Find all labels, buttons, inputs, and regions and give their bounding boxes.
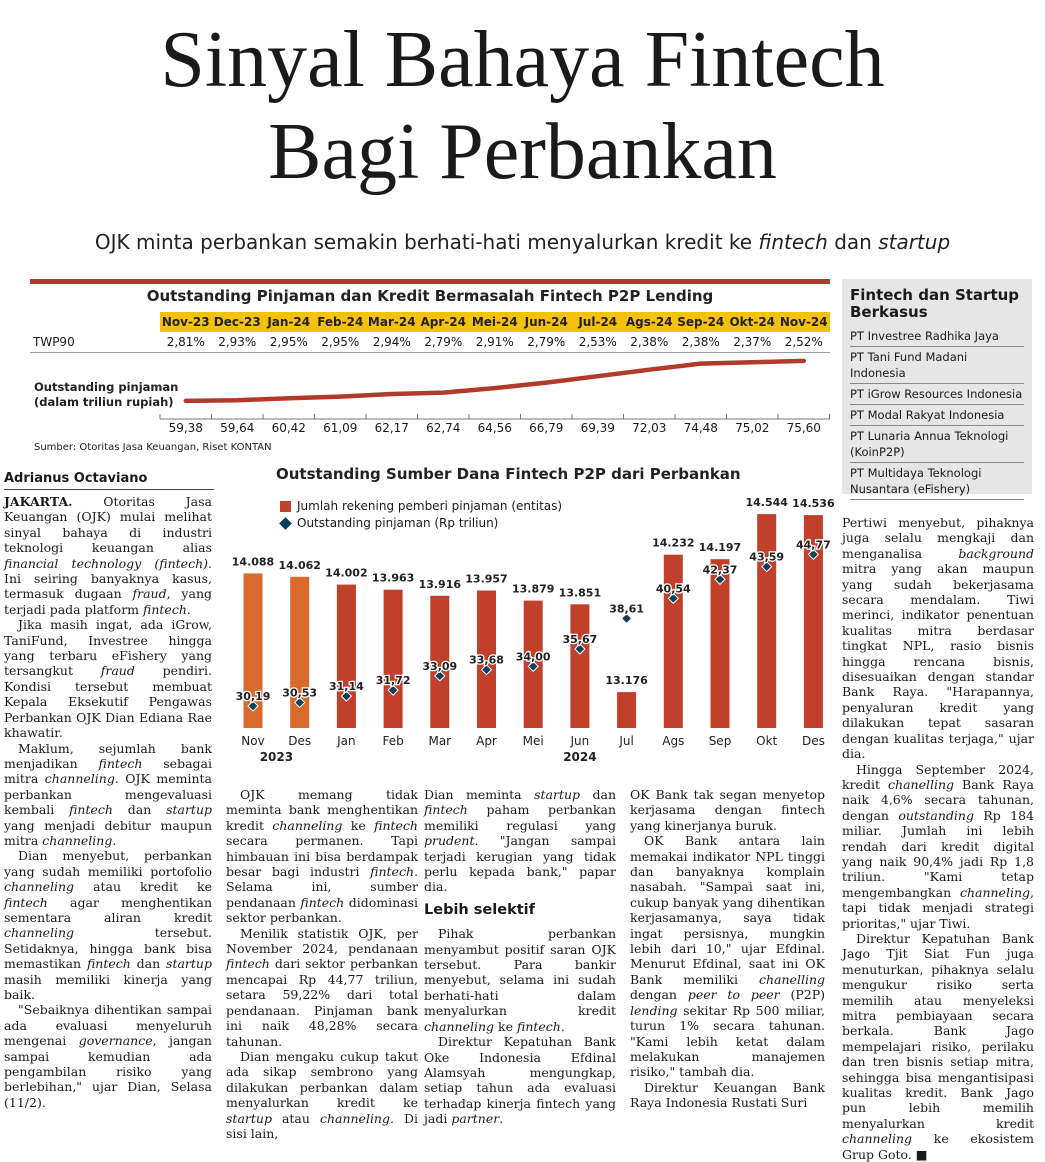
sidebar-item: PT Tani Fund Madani Indonesia — [850, 347, 1024, 384]
table-month-header: Sep-24 — [675, 312, 727, 332]
table-month-header: Jan-24 — [263, 312, 315, 332]
table-cell: 2,79% — [418, 332, 470, 352]
bar-value-label: 13.176 — [605, 674, 648, 688]
x-tick-label: Des — [801, 734, 825, 748]
bar-value-label: 14.062 — [278, 558, 321, 572]
table-month-header: Feb-24 — [315, 312, 367, 332]
loan-value-label: 59,38 — [168, 421, 203, 435]
bar — [384, 590, 403, 728]
table-month-header: Okt-24 — [727, 312, 779, 332]
table-cell: 2,91% — [469, 332, 521, 352]
year-label: 2024 — [563, 750, 597, 764]
table-month-header: Ags-24 — [624, 312, 676, 332]
sidebar-box — [842, 279, 1032, 494]
table-cell: 2,93% — [212, 332, 264, 352]
table-month-header: Jun-24 — [521, 312, 573, 332]
loan-value-label: 62,74 — [426, 421, 461, 435]
x-tick-label: Okt — [756, 734, 778, 748]
bar-value-label: 14.088 — [231, 555, 275, 569]
table-month-header: Mei-24 — [469, 312, 521, 332]
bar — [757, 514, 776, 728]
loan-value-label: 59,64 — [220, 421, 255, 435]
x-tick-label: Apr — [476, 734, 497, 748]
headline-line-2: Bagi Perbankan — [268, 108, 777, 196]
table-cell: 2,37% — [727, 332, 779, 352]
loan-chart-title: Outstanding Pinjaman dan Kredit Bermasalah Fintech P2P Lending — [146, 287, 714, 305]
table-month-header: Dec-23 — [212, 312, 264, 332]
bar-value-label: 13.879 — [511, 582, 555, 596]
marker-value-label: 33,09 — [422, 659, 458, 673]
marker-value-label: 30,53 — [282, 686, 318, 700]
article-column-5: Pertiwi menyebut, pihaknya juga selalu mengkaji dan menganalisa background mitra yang akan maupun yang sudah bekerjasama secara mendalam. Tiwi merinci, indikator penentuan kualitas mitra berdasar tingkat NPL, rasio bisnis hingga rencana bisnis, disesuaikan dengan standar Bank Raya. "Harapannya, penyaluran kredit yang dilakukan tepat sasaran dengan kualitas terjaga," ujar dia. Hingga September 2024, kredit chanelling Bank Raya naik 4,6% secara tahunan, dengan outstanding Rp 184 miliar. Jumlah ini lebih rendah dari kredit digital yang naik 90,4% jadi Rp 1,8 triliun. "Kami tetap mengembangkan channeling, tapi tidak menjadi strategi prioritas," ujar Tiwi. Direktur Kepatuhan Bank Jago Tjit Siat Fun juga menuturkan, pihaknya selalu mengukur risiko serta memilih atau menyeleksi mitra pembiayaan secara berkala. Bank Jago mempelajari risiko, perilaku dan tren bisnis setiap mitra, sehingga bisa mengantisipasi kualitas kredit. Bank Jago pun lebih memilih menyalurkan kredit channeling ke ekosistem Grup Goto. ■ — [842, 515, 1035, 1162]
twp90-row-label: TWP90 — [30, 332, 160, 352]
loan-line-chart — [0, 340, 830, 425]
marker-value-label: 31,72 — [375, 674, 411, 688]
table-cell: 2,95% — [315, 332, 367, 352]
x-tick-label: Mar — [428, 734, 452, 748]
byline: Adrianus Octaviano — [4, 471, 214, 490]
sidebar-item: PT Investree Radhika Jaya — [850, 326, 1024, 347]
bar-value-label: 14.536 — [792, 497, 835, 511]
bar — [664, 555, 683, 728]
table-cell: 2,95% — [263, 332, 315, 352]
bar-value-label: 13.851 — [558, 586, 602, 600]
loan-value-labels — [160, 421, 830, 435]
x-tick-label: Jun — [570, 734, 590, 748]
loan-value-label: 66,79 — [529, 421, 564, 435]
loan-value-label: 61,09 — [323, 421, 358, 435]
bar — [337, 585, 356, 728]
sidebar-item: PT iGrow Resources Indonesia — [850, 384, 1024, 405]
marker-value-label: 40,54 — [655, 582, 691, 596]
bar-value-label: 14.002 — [325, 566, 368, 580]
table-cell: 2,52% — [778, 332, 830, 352]
table-cell: 2,79% — [521, 332, 573, 352]
loan-value-label: 75,02 — [735, 421, 770, 435]
table-cell: 2,38% — [624, 332, 676, 352]
marker-value-label: 44,77 — [796, 538, 831, 552]
article-column-4: OK Bank tak segan menyetop kerjasama dengan fintech yang kinerjanya buruk. OK Bank antara lain memakai indikator NPL tinggi dan banyaknya komplain nasabah. "Sampai saat ini, cukup banyak yang dihentikan kerjasamanya, saya tidak ingat persisnya, mungkin lebih dari 10," ujar Efdinal. Menurut Efdinal, saat ini OK Bank memiliki chanelling dengan peer to peer (P2P) lending sekitar Rp 500 miliar, turun 1% secara tahunan. "Kami lebih ketat dalam melakukan manajemen risiko," tambah dia. Direktur Keuangan Bank Raya Indonesia Rustati Suri — [630, 787, 825, 1111]
article-column-1: JAKARTA. Otoritas Jasa Keuangan (OJK) mulai melihat sinyal bahaya di industri teknologi keuangan alias financial technology (fintech). Ini seiring banyaknya kasus, termasuk dugaan fraud, yang terjadi pada platform fintech. Jika masih ingat, ada iGrow, TaniFund, Investree hingga yang terbaru eFishery yang tersangkut fraud pendiri. Kondisi tersebut membuat Kepala Eksekutif Pengawas Perbankan OJK Dian Ediana Rae khawatir. Maklum, sejumlah bank menjadikan fintech sebagai mitra channeling. OJK meminta perbankan mengevaluasi kembali fintech dan startup yang menjadi debitur maupun mitra channeling. Dian menyebut, perbankan yang sudah memiliki portofolio channeling atau kredit ke fintech agar menghentikan sementara aliran kredit channeling tersebut. Setidaknya, hingga bank bisa memastikan fintech dan startup masih memiliki kinerja yang baik. "Sebaiknya dihentikan sampai ada evaluasi menyeluruh mengenai governance, jangan sampai kemudian ada pengambilan risiko yang berlebihan," ujar Dian, Selasa (11/2). — [4, 494, 213, 1110]
table-month-header: Apr-24 — [418, 312, 470, 332]
legend-bar-label: Jumlah rekening pemberi pinjaman (entitas) — [297, 499, 563, 513]
marker-value-label: 34,00 — [515, 650, 551, 664]
marker-value-label: 33,68 — [469, 653, 504, 667]
loan-series-line — [186, 361, 804, 401]
bar-value-label: 14.232 — [652, 536, 695, 550]
marker-value-label: 30,19 — [235, 690, 271, 703]
table-cell: 2,38% — [675, 332, 727, 352]
subheading: Lebih selektif — [424, 901, 535, 918]
bar-value-label: 13.963 — [371, 571, 415, 585]
bar-chart — [220, 490, 840, 780]
x-tick-label: Des — [288, 734, 312, 748]
x-tick-label: Feb — [382, 734, 404, 748]
loan-value-label: 64,56 — [477, 421, 512, 435]
x-tick-label: Mei — [522, 734, 544, 748]
bar-chart-title: Outstanding Sumber Dana Fintech P2P dari Perbankan — [276, 465, 741, 483]
bar-value-label: 14.197 — [698, 541, 742, 555]
loan-value-label: 69,39 — [580, 421, 615, 435]
loan-value-label: 74,48 — [683, 421, 718, 435]
table-cell: 2,94% — [366, 332, 418, 352]
bar-value-label: 13.916 — [418, 577, 462, 591]
marker-value-label: 42,37 — [702, 563, 738, 577]
loan-chart-ylabel: Outstanding pinjaman (dalam triliun rupiah) — [34, 380, 179, 409]
sidebar-item: PT Modal Rakyat Indonesia — [850, 405, 1024, 426]
bar — [570, 604, 589, 728]
loan-value-label: 62,17 — [374, 421, 409, 435]
bar-value-label: 14.544 — [745, 496, 788, 510]
sidebar-item: PT Lunaria Annua Teknologi (KoinP2P) — [850, 426, 1024, 463]
marker-value-label: 43,59 — [749, 550, 785, 564]
headline-line-1: Sinyal Bahaya Fintech — [160, 16, 885, 104]
x-tick-label: Jan — [337, 734, 356, 748]
article-column-3: Dian meminta startup dan fintech paham perbankan memiliki regulasi yang prudent. "Jangan sampai terjadi kerugian yang tidak perlu kepada bank," papar dia. Lebih selektif Pihak perbankan menyambut positif saran OJK tersebut. Para bankir menyebut, selama ini sudah berhati-hati dalam menyalurkan kredit channeling ke fintech. Direktur Kepatuhan Bank Oke Indonesia Efdinal Alamsyah mengungkap, setiap tahun ada evaluasi terhadap kinerja fintech yang jadi partner. — [424, 787, 616, 1127]
x-tick-label: Jul — [619, 734, 634, 748]
year-label: 2023 — [259, 750, 294, 764]
loan-value-label: 60,42 — [271, 421, 306, 435]
sidebar-item: PT Multidaya Teknologi Nusantara (eFishery) — [850, 463, 1024, 500]
table-month-header: Nov-23 — [160, 312, 212, 332]
deck: OJK minta perbankan semakin berhati-hati menyalurkan kredit ke fintech dan startup — [94, 230, 951, 254]
marker-value-label: 35,67 — [562, 633, 598, 646]
loan-value-label: 75,60 — [786, 421, 821, 435]
table-cell: 2,81% — [160, 332, 212, 352]
chart-source: Sumber: Otoritas Jasa Keuangan, Riset KONTAN — [34, 442, 272, 453]
bar — [617, 692, 636, 728]
sidebar-title: Fintech dan Startup Berkasus — [850, 286, 1020, 321]
table-month-header: Jul-24 — [572, 312, 624, 332]
marker-value-label: 31,14 — [329, 680, 364, 694]
loan-value-label: 72,03 — [632, 421, 667, 435]
article-column-2: OJK memang tidak meminta bank menghentikan kredit channeling ke fintech secara permanen. Tapi himbauan ini bisa berdampak besar bagi industri fintech. Selama ini, sumber pendanaan fintech didominasi sektor perbankan. Menilik statistik OJK, per November 2024, pendanaan fintech dari sektor perbankan mencapai Rp 44,77 triliun, setara 59,22% dari total pendanaan. Pinjaman bank ini naik 48,28% secara tahunan. Dian mengaku cukup takut ada sikap sembrono yang dilakukan perbankan dalam menyalurkan kredit ke startup atau channeling. Di sisi lain, — [226, 787, 418, 1141]
marker-value-label: 38,61 — [609, 602, 644, 616]
x-tick-label: Sep — [708, 734, 732, 748]
x-tick-label: Nov — [241, 734, 265, 748]
x-tick-label: Ags — [662, 734, 685, 748]
chart-top-rule — [30, 279, 830, 284]
table-cell: 2,53% — [572, 332, 624, 352]
table-month-header: Mar-24 — [366, 312, 418, 332]
table-month-header: Nov-24 — [778, 312, 830, 332]
bar-value-label: 13.957 — [465, 572, 508, 586]
legend-diamond-label: Outstanding pinjaman (Rp triliun) — [297, 516, 499, 530]
